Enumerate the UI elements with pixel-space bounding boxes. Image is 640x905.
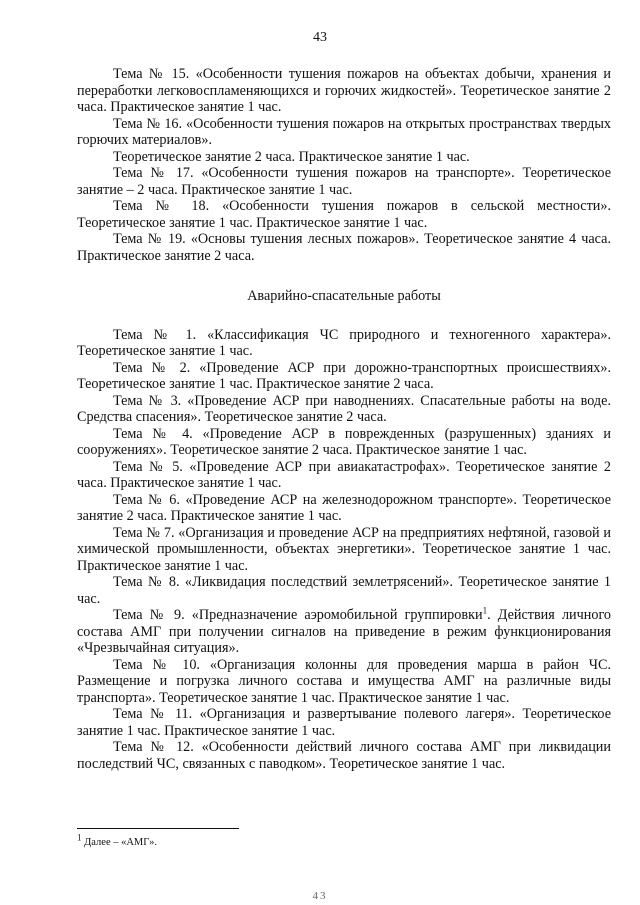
topic-paragraph: Тема № 2. «Проведение АСР при дорожно-транспортных происшествиях». Теоретическое занятие 1 час. Практическое занятие 2 часа. <box>77 359 611 392</box>
topic-paragraph: Тема № 19. «Основы тушения лесных пожаров». Теоретическое занятие 4 часа. Практическое занятие 2 часа. <box>77 231 611 264</box>
topic-paragraph: Тема № 10. «Организация колонны для проведения марша в район ЧС. Размещение и погрузка личного состава и имущества АМГ на различные виды транспорта». Теоретическое занятие 1 час. Практическое занятие 1 час. <box>77 656 611 706</box>
topic-paragraph: Теоретическое занятие 2 часа. Практическое занятие 1 час. <box>113 148 470 165</box>
bottom-page-mark: 43 <box>312 890 328 902</box>
topic-paragraph: Тема № 8. «Ликвидация последствий землетрясений». Теоретическое занятие 1 час. <box>77 574 611 607</box>
topic-paragraph: Тема № 5. «Проведение АСР при авиакатастрофах». Теоретическое занятие 2 часа. Практическое занятие 1 час. <box>77 458 611 491</box>
topic-paragraph: Тема № 11. «Организация и развертывание полевого лагеря». Теоретическое занятие 1 час. Практическое занятие 1 час. <box>77 706 611 739</box>
topic-text-before-note: Тема № 9. «Предназначение аэромобильной группировки <box>113 607 483 623</box>
footnote-mark: 1 <box>77 832 82 843</box>
footnote-separator <box>77 828 239 829</box>
topic-paragraph: Тема № 18. «Особенности тушения пожаров в сельской местности». Теоретическое занятие 1 час. Практическое занятие 1 час. <box>77 198 611 231</box>
topic-paragraph: Тема № 17. «Особенности тушения пожаров на транспорте». Теоретическое занятие – 2 часа. Практическое занятие 1 час. <box>77 165 611 198</box>
footnote-reference[interactable]: 1 <box>482 605 488 616</box>
topic-paragraph: Тема № 12. «Особенности действий личного состава АМГ при ликвидации последствий ЧС, связанных с паводком». Теоретическое занятие 1 час. <box>77 739 611 772</box>
topic-paragraph: Тема № 16. «Особенности тушения пожаров на открытых пространствах твердых горючих материалов». <box>77 115 611 148</box>
section-heading: Аварийно-спасательные работы <box>247 288 441 304</box>
topic-paragraph: Тема № 15. «Особенности тушения пожаров на объектах добычи, хранения и переработки легковоспламеняющихся и горючих жидкостей». Теоретическое занятие 2 часа. Практическое занятие 1 час. <box>77 66 611 115</box>
footnote-text: Далее – «АМГ». <box>81 837 157 848</box>
document-body <box>77 62 611 772</box>
topic-text-after-note: . Действия личного состава АМГ при получении сигналов на приведение в режим функционирования «Чрезвычайная ситуация». <box>77 607 611 656</box>
topic-paragraph-with-footnote <box>77 607 611 657</box>
topic-paragraph: Тема № 7. «Организация и проведение АСР на предприятиях нефтяной, газовой и химической промышленности, объектах энергетики». Теоретическое занятие 1 час. Практическое занятие 1 час. <box>77 524 611 574</box>
topic-paragraph: Тема № 3. «Проведение АСР при наводнениях. Спасательные работы на воде. Средства спасения». Теоретическое занятие 2 часа. <box>77 392 611 425</box>
topic-paragraph: Тема № 1. «Классификация ЧС природного и техногенного характера». Теоретическое занятие 1 час. <box>77 326 611 359</box>
topic-paragraph: Тема № 6. «Проведение АСР на железнодорожном транспорте». Теоретическое занятие 2 часа. Практическое занятие 1 час. <box>77 491 611 524</box>
topic-paragraph: Тема № 4. «Проведение АСР в поврежденных (разрушенных) зданиях и сооружениях». Теоретическое занятие 2 часа. Практическое занятие 1 час. <box>77 425 611 458</box>
footnote <box>77 832 157 849</box>
page-number: 43 <box>313 30 327 45</box>
